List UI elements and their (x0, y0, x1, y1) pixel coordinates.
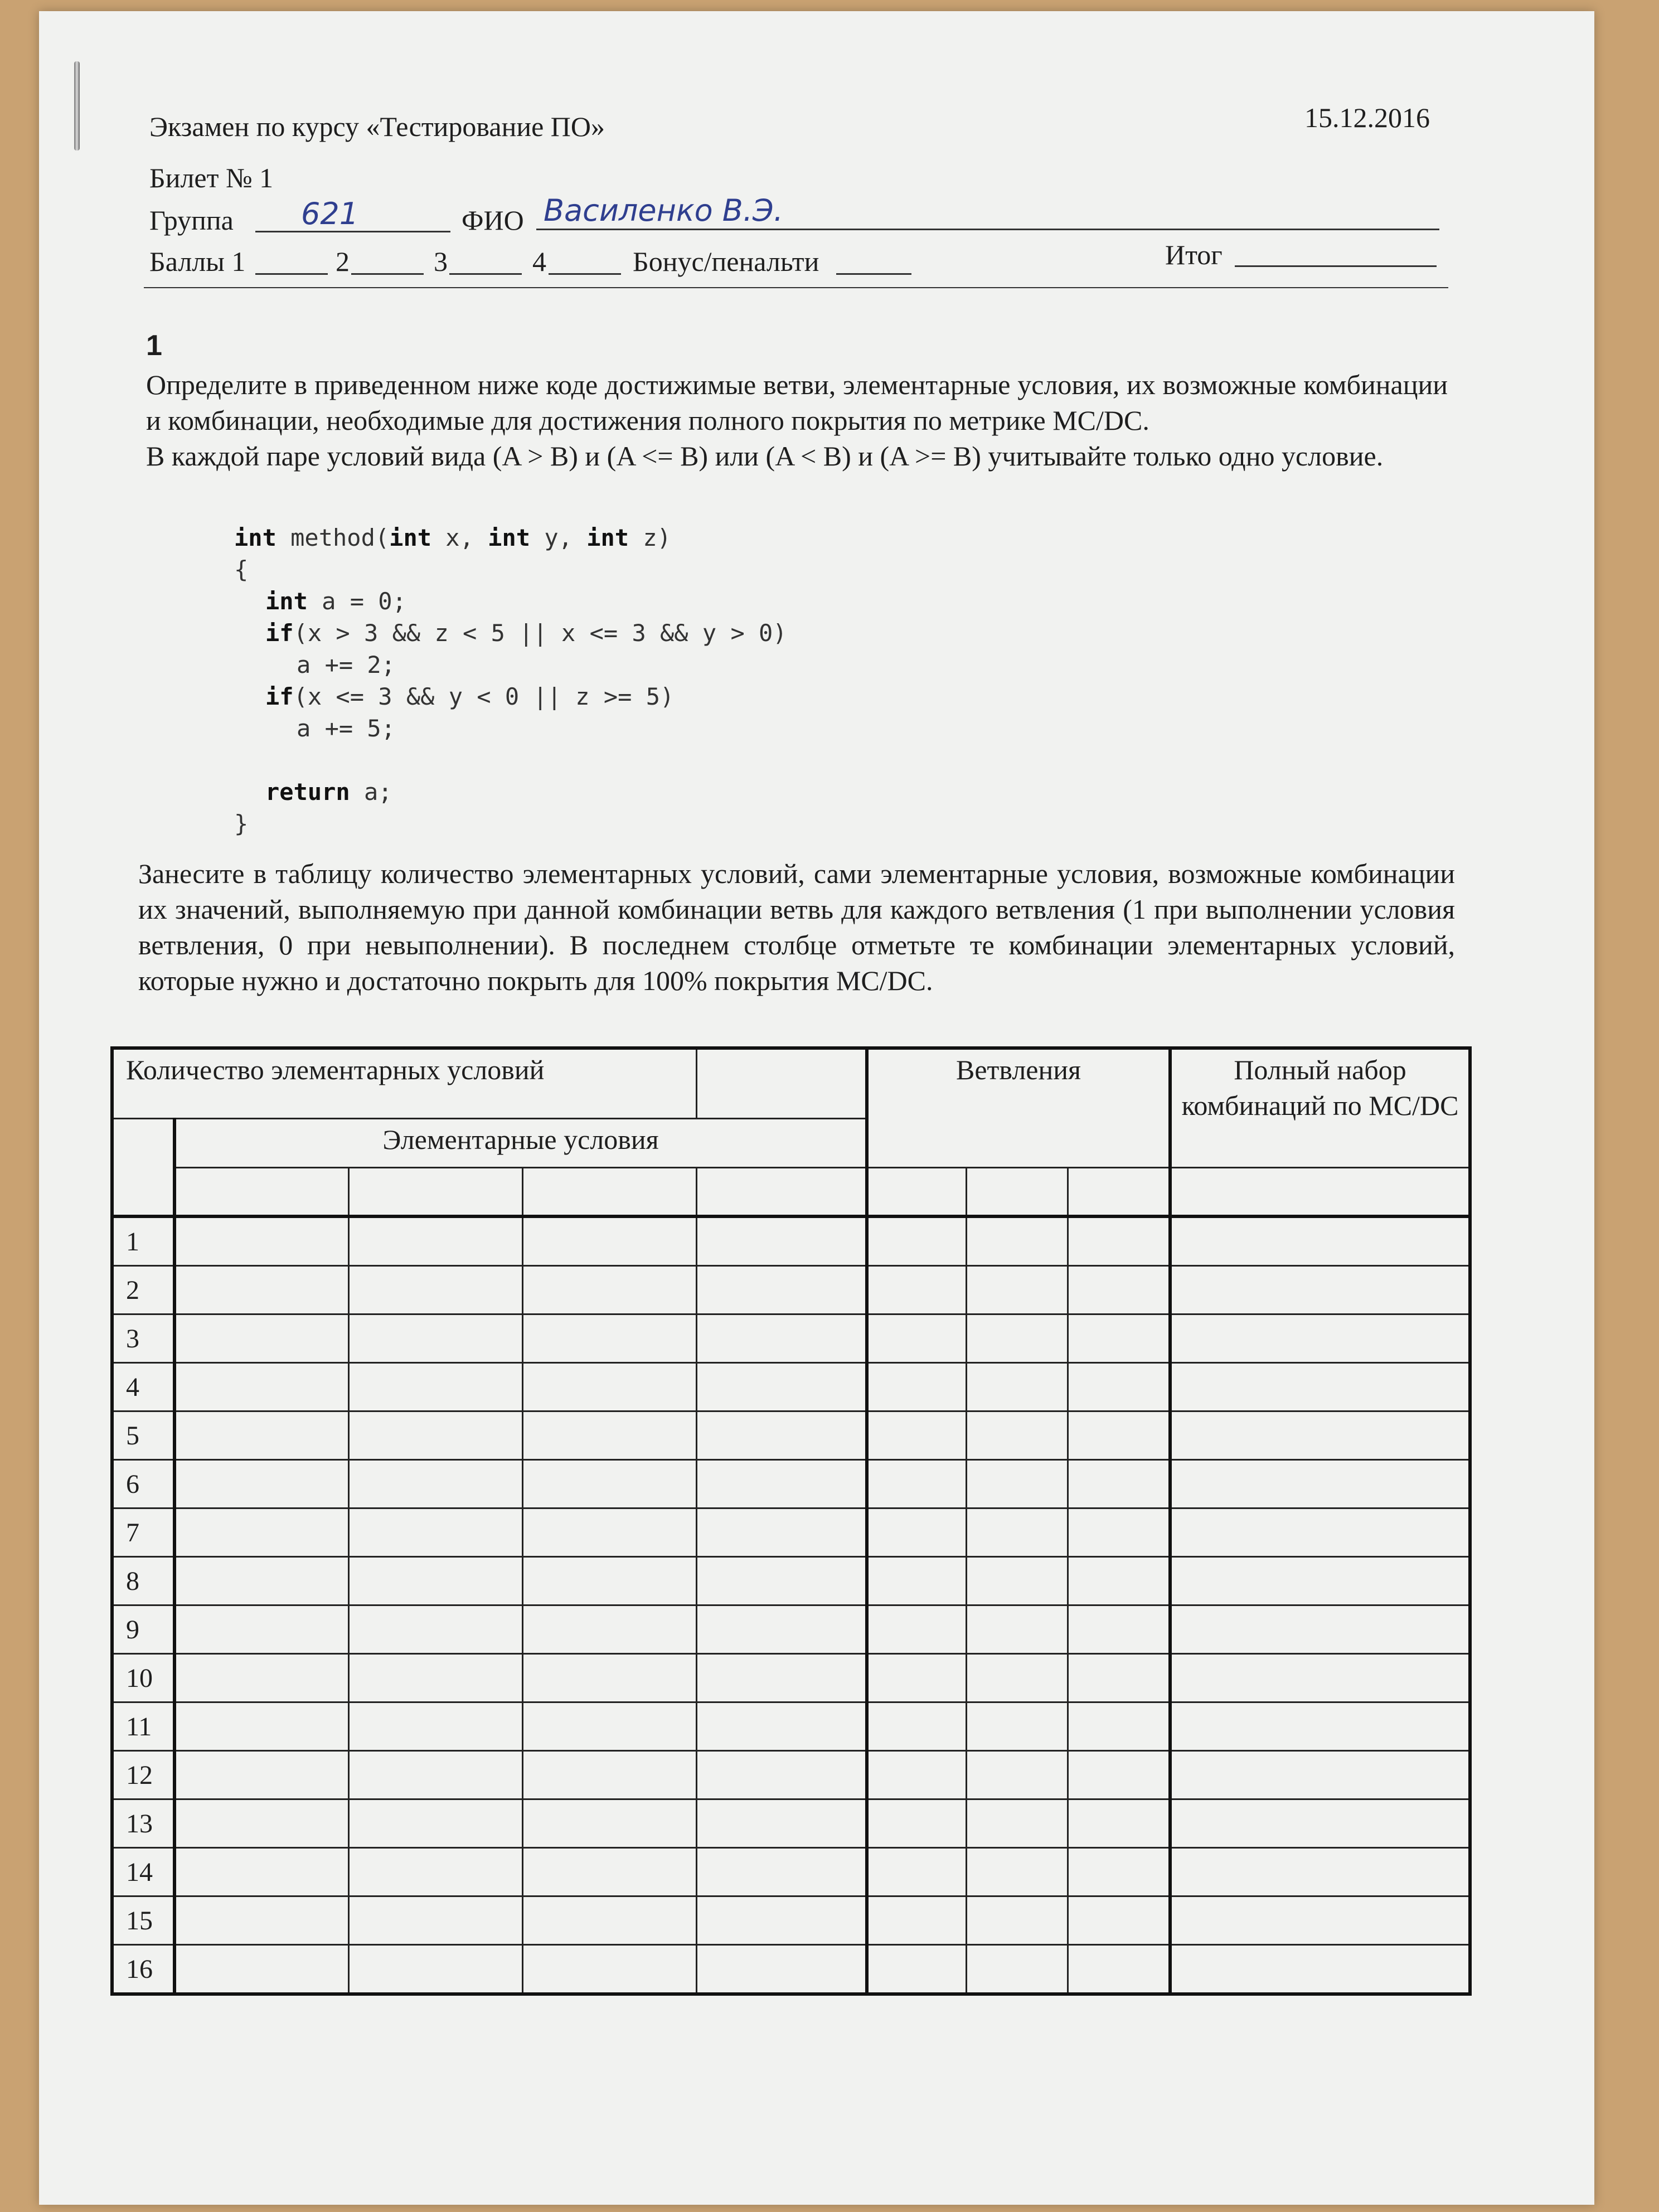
condition-3-cell[interactable] (522, 1363, 696, 1411)
mcdc-mark-cell[interactable] (1170, 1945, 1470, 1995)
branch-2-cell[interactable] (966, 1167, 1068, 1216)
branch-2-cell[interactable] (966, 1508, 1068, 1557)
table-row (112, 1702, 1470, 1751)
condition-2-cell[interactable] (348, 1848, 522, 1896)
row-number: 5 (112, 1411, 174, 1460)
branch-1-cell[interactable] (867, 1945, 966, 1995)
branch-1-cell[interactable] (867, 1848, 966, 1896)
branch-2-cell[interactable] (966, 1363, 1068, 1411)
code-line-8: return a; (265, 778, 392, 806)
condition-4-cell[interactable] (696, 1363, 867, 1411)
branch-1-cell[interactable] (867, 1751, 966, 1799)
branch-1-cell[interactable] (867, 1167, 966, 1216)
ticket-label: Билет № 1 (149, 162, 274, 193)
condition-3-cell[interactable] (522, 1167, 696, 1216)
table-row (112, 1411, 1470, 1460)
code-line-2: { (234, 556, 249, 583)
condition-1-cell[interactable] (174, 1167, 348, 1216)
row-number: 9 (112, 1605, 174, 1654)
mcdc-mark-cell[interactable] (1170, 1460, 1470, 1508)
staple (74, 61, 80, 151)
condition-4-cell[interactable] (696, 1314, 867, 1363)
branch-3-cell[interactable] (1068, 1557, 1170, 1605)
condition-3-cell[interactable] (522, 1848, 696, 1896)
code-line-1: int method(int x, int y, int z) (234, 524, 671, 551)
condition-4-cell[interactable] (696, 1411, 867, 1460)
fio-field[interactable] (536, 229, 1439, 230)
condition-1-cell[interactable] (174, 1314, 348, 1363)
condition-1-cell[interactable] (174, 1799, 348, 1848)
mcdc-mark-cell[interactable] (1170, 1314, 1470, 1363)
exam-title: Экзамен по курсу «Тестирование ПО» (149, 111, 605, 142)
table-row (112, 1751, 1470, 1799)
condition-2-cell[interactable] (348, 1167, 522, 1216)
scores-label: Баллы 1 (149, 246, 246, 277)
branch-2-cell[interactable] (966, 1799, 1068, 1848)
condition-3-cell[interactable] (522, 1605, 696, 1654)
task-intro: Определите в приведенном ниже коде достижимые ветви, элементарные условия, их возможные комбинации и комбинации, необходимые для достижения полного покрытия по метрике MC/DC. (146, 369, 1448, 436)
condition-4-cell[interactable] (696, 1799, 867, 1848)
branch-2-cell[interactable] (966, 1216, 1068, 1266)
condition-2-cell[interactable] (348, 1799, 522, 1848)
branch-2-cell[interactable] (966, 1896, 1068, 1945)
mcdc-cell[interactable] (1170, 1167, 1470, 1216)
condition-1-cell[interactable] (174, 1848, 348, 1896)
condition-4-cell[interactable] (696, 1167, 867, 1216)
branch-3-cell[interactable] (1068, 1945, 1170, 1995)
condition-4-cell[interactable] (696, 1557, 867, 1605)
condition-4-cell[interactable] (696, 1896, 867, 1945)
row-number: 8 (112, 1557, 174, 1605)
code-line-9: } (234, 810, 249, 837)
code-line-4: if(x > 3 && z < 5 || x <= 3 && y > 0) (265, 619, 787, 647)
condition-4-cell[interactable] (696, 1216, 867, 1266)
score3-label: 3 (434, 246, 448, 277)
table-row (112, 1605, 1470, 1654)
branch-1-cell[interactable] (867, 1896, 966, 1945)
fio-handwritten: Василенко В.Э. (544, 193, 783, 228)
branch-2-cell[interactable] (966, 1654, 1068, 1702)
condition-4-cell[interactable] (696, 1848, 867, 1896)
row-number: 7 (112, 1508, 174, 1557)
condition-1-cell[interactable] (174, 1508, 348, 1557)
condition-3-cell[interactable] (522, 1411, 696, 1460)
condition-2-cell[interactable] (348, 1557, 522, 1605)
branch-2-cell[interactable] (966, 1605, 1068, 1654)
table-row (112, 1363, 1470, 1411)
row-number: 1 (112, 1216, 174, 1266)
condition-2-cell[interactable] (348, 1945, 522, 1995)
mcdc-mark-cell[interactable] (1170, 1266, 1470, 1314)
branch-3-cell[interactable] (1068, 1751, 1170, 1799)
table-row (112, 1557, 1470, 1605)
conditions-header: Элементарные условия (174, 1118, 867, 1167)
condition-1-cell[interactable] (174, 1751, 348, 1799)
branches-header: Ветвления (867, 1048, 1170, 1167)
condition-4-cell[interactable] (696, 1702, 867, 1751)
condition-3-cell[interactable] (522, 1799, 696, 1848)
condition-3-cell[interactable] (522, 1557, 696, 1605)
task-instructions: Занесите в таблицу количество элементарных условий, сами элементарные условия, возможные комбинации их значений, выполняемую при данной комбинации ветвь для каждого ветвления (1 при выполнении условия ветвления, 0 при невыполнении). В последнем столбце отметьте те комбинации элементарных условий, которые нужно и достаточно покрыть для 100% покрытия MC/DC. (138, 858, 1455, 996)
row-number: 2 (112, 1266, 174, 1314)
branch-3-cell[interactable] (1068, 1508, 1170, 1557)
branch-1-cell[interactable] (867, 1605, 966, 1654)
table-row (112, 1508, 1470, 1557)
table-row (112, 1945, 1470, 1995)
row-number: 12 (112, 1751, 174, 1799)
condition-4-cell[interactable] (696, 1945, 867, 1995)
branch-1-cell[interactable] (867, 1266, 966, 1314)
row-number: 6 (112, 1460, 174, 1508)
condition-1-cell[interactable] (174, 1266, 348, 1314)
condition-4-cell[interactable] (696, 1751, 867, 1799)
branch-3-cell[interactable] (1068, 1848, 1170, 1896)
branch-1-cell[interactable] (867, 1654, 966, 1702)
branch-1-cell[interactable] (867, 1557, 966, 1605)
branch-1-cell[interactable] (867, 1216, 966, 1266)
condition-3-cell[interactable] (522, 1508, 696, 1557)
code-line-7: a += 5; (297, 715, 396, 742)
branch-1-cell[interactable] (867, 1508, 966, 1557)
condition-4-cell[interactable] (696, 1508, 867, 1557)
condition-3-cell[interactable] (522, 1266, 696, 1314)
group-handwritten: 621 (301, 196, 359, 231)
branch-3-cell[interactable] (1068, 1702, 1170, 1751)
condition-1-cell[interactable] (174, 1557, 348, 1605)
branch-2-cell[interactable] (966, 1314, 1068, 1363)
condition-3-cell[interactable] (522, 1945, 696, 1995)
condition-2-cell[interactable] (348, 1216, 522, 1266)
row-number: 13 (112, 1799, 174, 1848)
row-number: 3 (112, 1314, 174, 1363)
branch-3-cell[interactable] (1068, 1167, 1170, 1216)
fio-label: ФИО (462, 205, 524, 236)
row-number: 10 (112, 1654, 174, 1702)
branch-2-cell[interactable] (966, 1266, 1068, 1314)
total-field[interactable] (1235, 265, 1437, 267)
mcdc-mark-cell[interactable] (1170, 1896, 1470, 1945)
score2-label: 2 (336, 246, 350, 277)
branch-3-cell[interactable] (1068, 1799, 1170, 1848)
code-line-6: if(x <= 3 && y < 0 || z >= 5) (265, 683, 675, 710)
bonus-field[interactable] (836, 273, 911, 275)
branch-3-cell[interactable] (1068, 1605, 1170, 1654)
mcdc-header: Полный набор комбинаций по MC/DC (1170, 1048, 1470, 1167)
table-row (112, 1460, 1470, 1508)
row-number: 4 (112, 1363, 174, 1411)
mcdc-mark-cell[interactable] (1170, 1557, 1470, 1605)
mcdc-mark-cell[interactable] (1170, 1363, 1470, 1411)
code-block (234, 522, 787, 840)
row-number: 16 (112, 1945, 174, 1995)
table-row (112, 1896, 1470, 1945)
row-number: 15 (112, 1896, 174, 1945)
condition-1-cell[interactable] (174, 1702, 348, 1751)
mcdc-mark-cell[interactable] (1170, 1751, 1470, 1799)
table-row (112, 1654, 1470, 1702)
mcdc-mark-cell[interactable] (1170, 1654, 1470, 1702)
condition-3-cell[interactable] (522, 1654, 696, 1702)
branch-2-cell[interactable] (966, 1411, 1068, 1460)
branch-3-cell[interactable] (1068, 1266, 1170, 1314)
branch-3-cell[interactable] (1068, 1460, 1170, 1508)
task-note: В каждой паре условий вида (A > B) и (A <= B) или (A < B) и (A >= B) учитывайте только одно условие. (146, 440, 1384, 472)
score4-field[interactable] (549, 273, 621, 275)
branch-1-cell[interactable] (867, 1411, 966, 1460)
condition-1-cell[interactable] (174, 1216, 348, 1266)
condition-2-cell[interactable] (348, 1411, 522, 1460)
condition-4-cell[interactable] (696, 1605, 867, 1654)
condition-1-cell[interactable] (174, 1363, 348, 1411)
branch-2-cell[interactable] (966, 1460, 1068, 1508)
header-divider (144, 287, 1448, 288)
branch-1-cell[interactable] (867, 1460, 966, 1508)
score4-label: 4 (532, 246, 546, 277)
total-label: Итог (1165, 239, 1223, 270)
branch-2-cell[interactable] (966, 1557, 1068, 1605)
score2-field[interactable] (351, 273, 424, 275)
condition-2-cell[interactable] (348, 1654, 522, 1702)
condition-3-cell[interactable] (522, 1751, 696, 1799)
exam-date: 15.12.2016 (1304, 102, 1430, 133)
condition-4-cell[interactable] (696, 1460, 867, 1508)
condition-3-cell[interactable] (522, 1216, 696, 1266)
mcdc-mark-cell[interactable] (1170, 1411, 1470, 1460)
condition-1-cell[interactable] (174, 1896, 348, 1945)
condition-1-cell[interactable] (174, 1945, 348, 1995)
branch-3-cell[interactable] (1068, 1314, 1170, 1363)
condition-2-cell[interactable] (348, 1363, 522, 1411)
row-number-header (112, 1118, 174, 1216)
condition-1-cell[interactable] (174, 1460, 348, 1508)
branch-1-cell[interactable] (867, 1702, 966, 1751)
table-row (112, 1266, 1470, 1314)
condition-2-cell[interactable] (348, 1896, 522, 1945)
mcdc-mark-cell[interactable] (1170, 1508, 1470, 1557)
table-row (112, 1799, 1470, 1848)
task-number: 1 (146, 329, 162, 362)
bonus-label: Бонус/пенальти (633, 246, 819, 277)
branch-3-cell[interactable] (1068, 1411, 1170, 1460)
code-line-5: a += 2; (297, 651, 396, 678)
condition-4-cell[interactable] (696, 1654, 867, 1702)
mcdc-mark-cell[interactable] (1170, 1702, 1470, 1751)
condition-1-cell[interactable] (174, 1605, 348, 1654)
group-label: Группа (149, 205, 234, 236)
branch-2-cell[interactable] (966, 1751, 1068, 1799)
branch-3-cell[interactable] (1068, 1216, 1170, 1266)
count-cell[interactable] (696, 1048, 867, 1118)
row-number: 11 (112, 1702, 174, 1751)
code-line-3: int a = 0; (265, 588, 406, 615)
condition-3-cell[interactable] (522, 1896, 696, 1945)
branch-2-cell[interactable] (966, 1702, 1068, 1751)
count-header: Количество элементарных условий (112, 1048, 696, 1118)
table-row (112, 1314, 1470, 1363)
condition-2-cell[interactable] (348, 1702, 522, 1751)
branch-3-cell[interactable] (1068, 1363, 1170, 1411)
branch-1-cell[interactable] (867, 1363, 966, 1411)
score3-field[interactable] (449, 273, 522, 275)
table-row (112, 1216, 1470, 1266)
branch-1-cell[interactable] (867, 1314, 966, 1363)
table-row (112, 1848, 1470, 1896)
condition-2-cell[interactable] (348, 1314, 522, 1363)
mcdc-mark-cell[interactable] (1170, 1848, 1470, 1896)
condition-3-cell[interactable] (522, 1314, 696, 1363)
condition-2-cell[interactable] (348, 1751, 522, 1799)
condition-4-cell[interactable] (696, 1266, 867, 1314)
mcdc-mark-cell[interactable] (1170, 1799, 1470, 1848)
condition-2-cell[interactable] (348, 1266, 522, 1314)
branch-3-cell[interactable] (1068, 1654, 1170, 1702)
branch-3-cell[interactable] (1068, 1896, 1170, 1945)
condition-1-cell[interactable] (174, 1411, 348, 1460)
mcdc-mark-cell[interactable] (1170, 1216, 1470, 1266)
branch-1-cell[interactable] (867, 1799, 966, 1848)
score1-field[interactable] (255, 273, 328, 275)
condition-3-cell[interactable] (522, 1702, 696, 1751)
row-number: 14 (112, 1848, 174, 1896)
branch-2-cell[interactable] (966, 1848, 1068, 1896)
answer-table (110, 1046, 1472, 1996)
condition-2-cell[interactable] (348, 1460, 522, 1508)
condition-2-cell[interactable] (348, 1508, 522, 1557)
mcdc-mark-cell[interactable] (1170, 1605, 1470, 1654)
condition-1-cell[interactable] (174, 1654, 348, 1702)
condition-2-cell[interactable] (348, 1605, 522, 1654)
branch-2-cell[interactable] (966, 1945, 1068, 1995)
condition-3-cell[interactable] (522, 1460, 696, 1508)
